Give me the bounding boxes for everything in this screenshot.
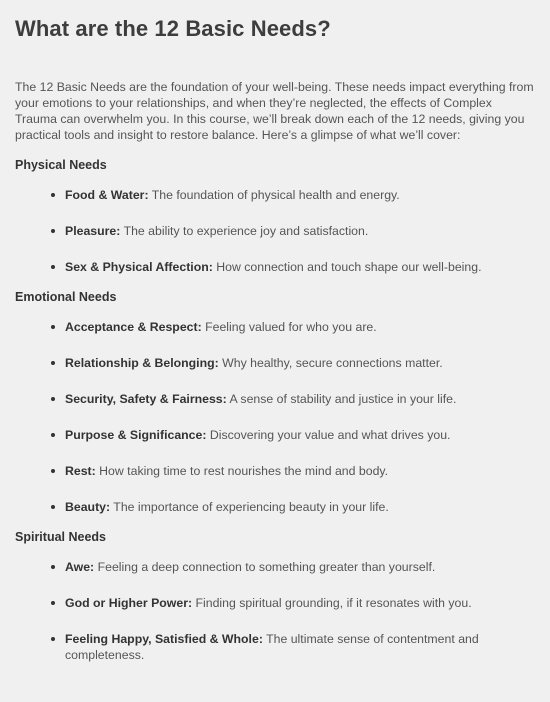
section-heading-spiritual: Spiritual Needs [15,530,106,544]
physical-needs-list [15,187,535,275]
need-description: The foundation of physical health and energy. [148,188,400,202]
list-item [65,319,535,335]
section-heading-physical: Physical Needs [15,158,107,172]
list-item [65,223,535,239]
need-description: Feeling a deep connection to something greater than yourself. [94,560,436,574]
list-item [65,427,535,443]
list-item [65,187,535,203]
intro-paragraph: The 12 Basic Needs are the foundation of your well-being. These needs impact everything from your emotions to your relationships, and when they’re neglected, the effects of Complex Trauma can overwhelm you. In this course, we’ll break down each of the 12 needs, giving you practical tools and insight to restore balance. Here’s a glimpse of what we’ll cover: [15,80,534,142]
list-item [65,499,535,515]
need-term: Pleasure: [65,224,121,238]
need-description: The ultimate sense of contentment and completeness. [65,632,479,662]
list-item [65,463,535,479]
need-description: A sense of stability and justice in your life. [226,392,457,406]
need-term: Acceptance & Respect: [65,320,202,334]
list-item [65,355,535,371]
need-description: Why healthy, secure connections matter. [218,356,443,370]
need-description: Feeling valued for who you are. [201,320,377,334]
need-term: Beauty: [65,500,111,514]
need-term: Security, Safety & Fairness: [65,392,227,406]
list-item [65,595,535,611]
need-term: Food & Water: [65,188,149,202]
need-term: Rest: [65,464,96,478]
list-item [65,259,535,275]
page-title: What are the 12 Basic Needs? [15,16,331,41]
need-term: Relationship & Belonging: [65,356,219,370]
need-term: Awe: [65,560,95,574]
need-description: How connection and touch shape our well-being. [212,260,482,274]
list-item [65,559,535,575]
need-description: Finding spiritual grounding, if it resonates with you. [192,596,472,610]
need-term: Purpose & Significance: [65,428,207,442]
need-term: God or Higher Power: [65,596,193,610]
section-heading-emotional: Emotional Needs [15,290,117,304]
emotional-needs-list [15,319,535,515]
list-item [65,631,535,663]
need-description: The ability to experience joy and satisfaction. [120,224,369,238]
need-term: Sex & Physical Affection: [65,260,213,274]
need-description: How taking time to rest nourishes the mind and body. [95,464,389,478]
need-description: Discovering your value and what drives you. [206,428,451,442]
need-description: The importance of experiencing beauty in your life. [110,500,389,514]
list-item [65,391,535,407]
need-term: Feeling Happy, Satisfied & Whole: [65,632,263,646]
spiritual-needs-list [15,559,535,663]
